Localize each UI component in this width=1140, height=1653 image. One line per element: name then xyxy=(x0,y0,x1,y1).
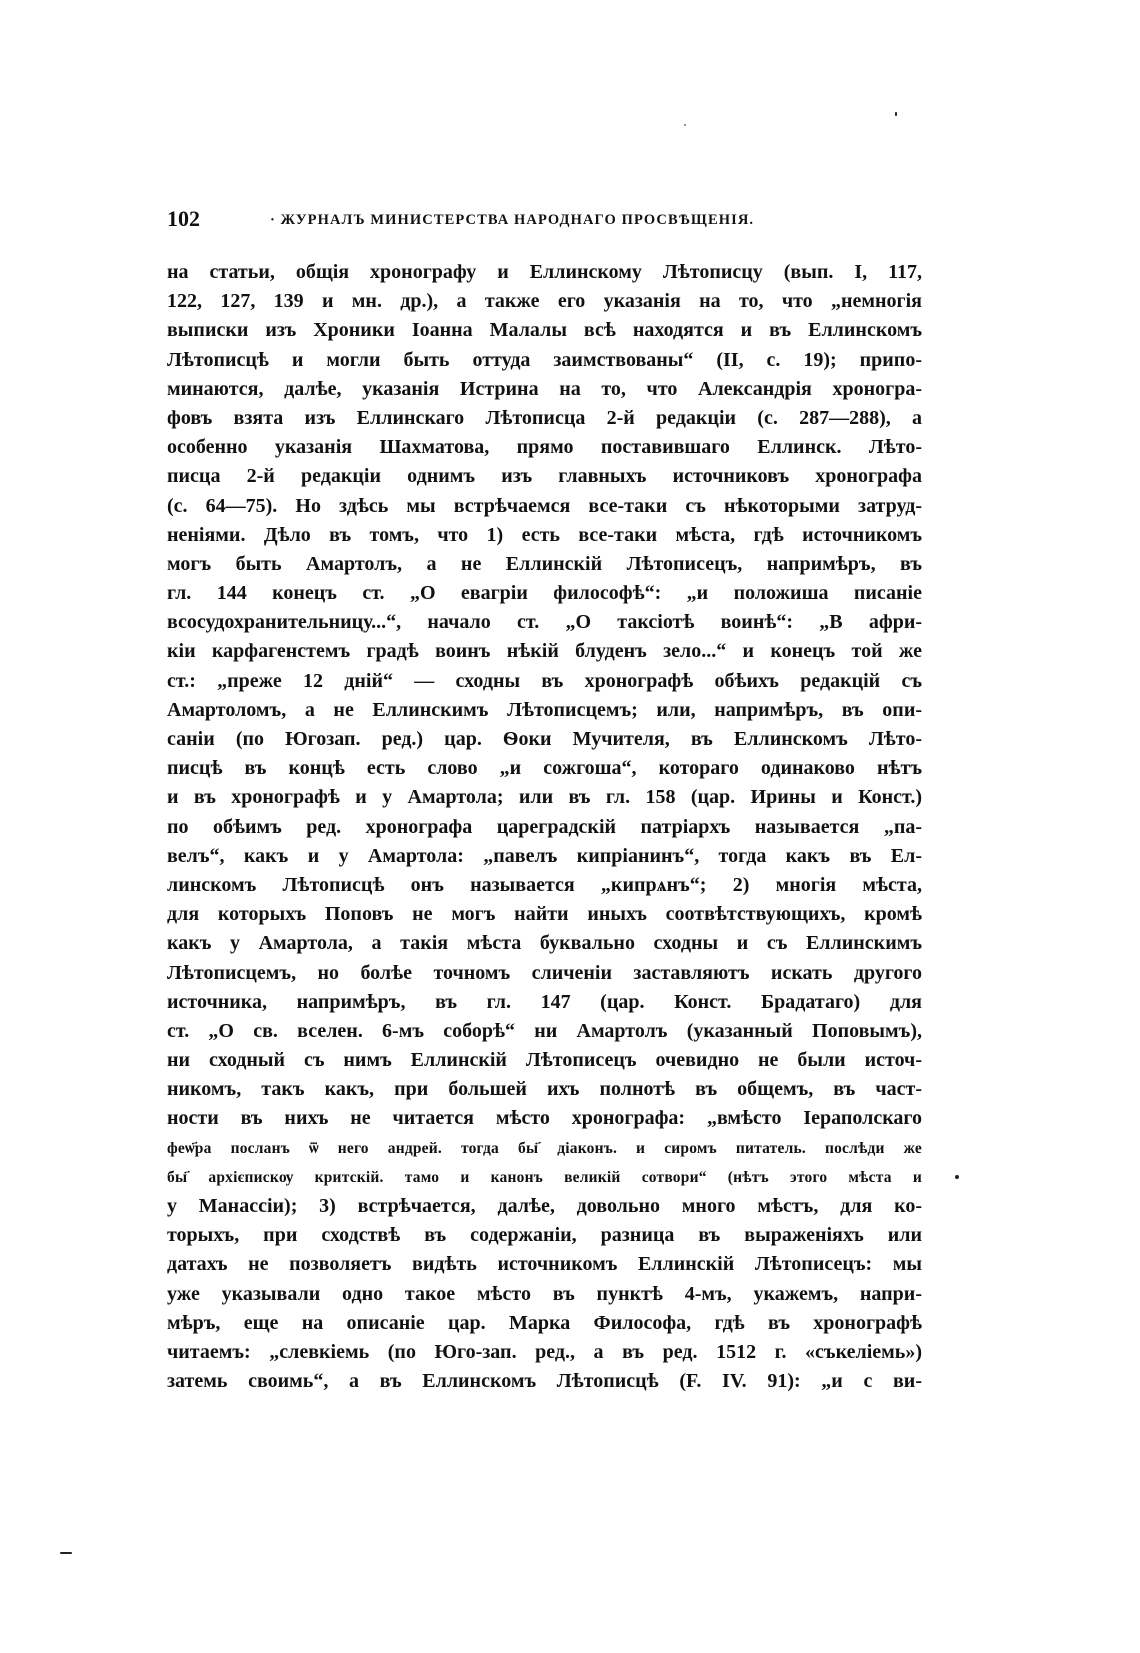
text-line: у Манассіи); 3) встрѣчается, далѣе, довольно много мѣстъ, для ко- xyxy=(167,1195,922,1217)
text-line: саніи (по Югозап. ред.) цар. Ѳоки Мучителя, въ Еллинскомъ Лѣто- xyxy=(167,728,922,750)
text-line: неніями. Дѣло въ томъ, что 1) есть все-таки мѣста, гдѣ источникомъ xyxy=(167,523,922,546)
text-line: феѡ҃ра посланъ ѿ него андрей. тогда бы҃ діаконъ. и сиромъ питатель. послѣди же xyxy=(167,1139,922,1157)
text-line: читаемъ: „слевкіемь (по Юго-зап. ред., а въ ред. 1512 г. «съкеліемь») xyxy=(167,1340,922,1363)
text-line: бы҃ архієпискѹ критскій. тамо и канонъ великій сотвори“ (нѣтъ этого мѣста и xyxy=(167,1168,922,1186)
text-line: велъ“, какъ и у Амартола: „павелъ кипріанинъ“, тогда какъ въ Ел- xyxy=(167,844,922,867)
text-line: фовъ взята изъ Еллинскаго Лѣтописца 2-й редакціи (с. 287—288), а xyxy=(167,406,922,429)
text-line: Амартоломъ, а не Еллинскимъ Лѣтописцемъ; или, напримѣръ, въ опи- xyxy=(167,698,922,721)
text-line: никомъ, такъ какъ, при большей ихъ полнотѣ въ общемъ, въ част- xyxy=(167,1078,922,1101)
text-line: торыхъ, при сходствѣ въ содержаніи, разница въ выраженіяхъ или xyxy=(167,1224,922,1247)
text-line: ни сходный съ нимъ Еллинскій Лѣтописецъ очевидно не были источ- xyxy=(167,1049,922,1072)
text-line: 122, 127, 139 и мн. др.), а также его указанія на то, что „немногія xyxy=(167,290,922,313)
text-line: ности въ нихъ не читается мѣсто хронографа: „вмѣсто Іераполскаго xyxy=(167,1107,922,1130)
text-line: и въ хронографѣ и у Амартола; или въ гл. 158 (цар. Ирины и Конст.) xyxy=(167,786,922,809)
print-speck xyxy=(955,1175,959,1179)
text-line: для которыхъ Поповъ не могъ найти иныхъ соотвѣтствующихъ, кромѣ xyxy=(167,903,922,926)
text-line: ст. „О св. вселен. 6-мъ соборѣ“ ни Амартолъ (указанный Поповымъ), xyxy=(167,1019,922,1042)
page-number: 102 xyxy=(167,206,200,231)
print-speck xyxy=(895,112,897,116)
text-line: линскомъ Лѣтописцѣ онъ называется „кипрѧнъ“; 2) многія мѣста, xyxy=(167,873,922,896)
text-line: особенно указанія Шахматова, прямо поставившаго Еллинск. Лѣто- xyxy=(167,436,922,459)
page-header xyxy=(167,204,922,234)
print-speck xyxy=(60,1552,72,1554)
print-speck xyxy=(684,124,686,126)
text-line: минаются, далѣе, указанія Истрина на то, что Александрія хроногра- xyxy=(167,377,922,400)
text-line: какъ у Амартола, а такія мѣста буквально сходны и съ Еллинскимъ xyxy=(167,932,922,955)
text-line: мѣръ, еще на описаніе цар. Марка Философа, гдѣ въ хронографѣ xyxy=(167,1311,922,1334)
text-line: источника, напримѣръ, въ гл. 147 (цар. Конст. Брадатаго) для xyxy=(167,990,922,1013)
text-line: на статьи, общія хронографу и Еллинскому Лѣтописцу (вып. I, 117, xyxy=(167,261,922,283)
text-line: писца 2-й редакціи однимъ изъ главныхъ источниковъ хронографа xyxy=(167,465,922,488)
text-line: (с. 64—75). Но здѣсь мы встрѣчаемся все-таки съ нѣкоторыми затруд- xyxy=(167,494,922,517)
text-line: писцѣ въ концѣ есть слово „и сожгоша“, котораго одинаково нѣтъ xyxy=(167,757,922,780)
text-line: кіи карфагенстемъ градѣ воинъ нѣкій блуденъ зело...“ и конецъ той же xyxy=(167,640,922,663)
text-line: всосудохранительницу...“, начало ст. „О таксіотѣ воинѣ“: „В афри- xyxy=(167,611,922,634)
text-line: затемь своимь“, а въ Еллинскомъ Лѣтописцѣ (F. IV. 91): „и с ви- xyxy=(167,1370,922,1393)
text-line: выписки изъ Хроники Іоанна Малалы всѣ находятся и въ Еллинскомъ xyxy=(167,319,922,342)
text-line: гл. 144 конецъ ст. „О евагріи философѣ“: „и положиша писаніе xyxy=(167,582,922,605)
text-line: датахъ не позволяетъ видѣть источникомъ Еллинскій Лѣтописецъ: мы xyxy=(167,1253,922,1276)
text-line: уже указывали одно такое мѣсто въ пунктѣ 4-мъ, укажемъ, напри- xyxy=(167,1282,922,1305)
body-text xyxy=(167,258,922,1396)
text-line: по обѣимъ ред. хронографа цареградскій патріархъ называется „па- xyxy=(167,815,922,838)
text-line: могъ быть Амартолъ, а не Еллинскій Лѣтописецъ, напримѣръ, въ xyxy=(167,552,922,575)
text-line: Лѣтописцѣ и могли быть оттуда заимствованы“ (II, с. 19); припо- xyxy=(167,348,922,371)
running-title: · ЖУРНАЛЪ МИНИСТЕРСТВА НАРОДНАГО ПРОСВѢЩЕНІЯ. xyxy=(270,212,755,228)
text-line: ст.: „преже 12 дній“ — сходны въ хронографѣ обѣихъ редакцій съ xyxy=(167,669,922,692)
text-line: Лѣтописцемъ, но болѣе точномъ сличеніи заставляютъ искать другого xyxy=(167,961,922,984)
